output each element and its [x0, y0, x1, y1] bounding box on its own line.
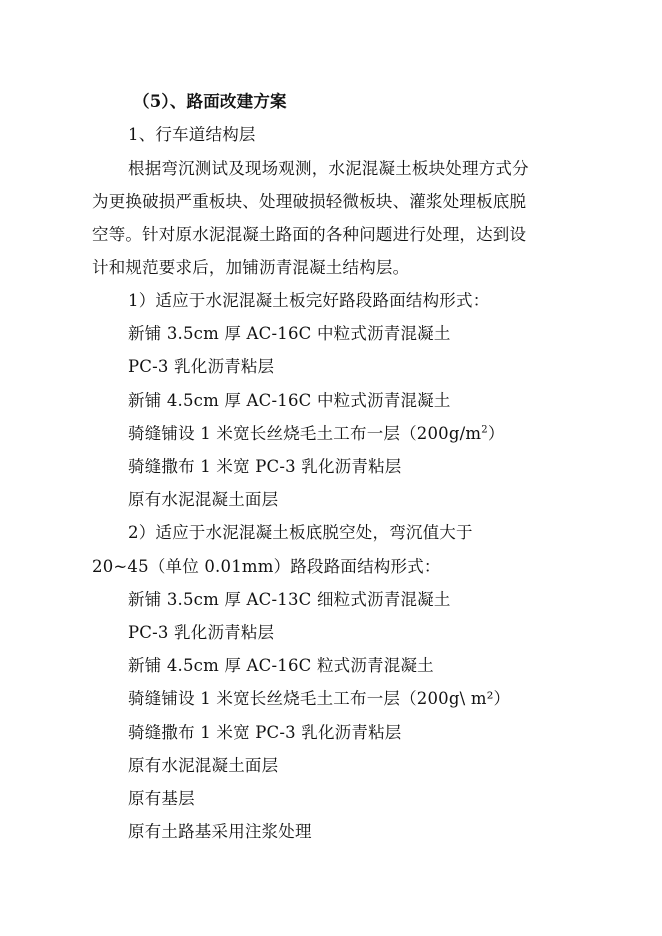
case2-layer: PC-3 乳化沥青粘层 — [128, 623, 275, 642]
case2-layer: 新铺 3.5cm 厚 AC-13C 细粒式沥青混凝土 — [128, 590, 451, 609]
paragraph-line: 根据弯沉测试及现场观测，水泥混凝土板块处理方式分 — [128, 159, 529, 178]
paragraph-line: 计和规范要求后，加铺沥青混凝土结构层。 — [92, 258, 410, 277]
case1-layer: 原有水泥混凝土面层 — [128, 490, 279, 509]
subsection-heading: 1、行车道结构层 — [128, 125, 256, 144]
paragraph-line: 空等。针对原水泥混凝土路面的各种问题进行处理，达到设 — [92, 225, 527, 244]
case1-layer: PC-3 乳化沥青粘层 — [128, 357, 275, 376]
case1-layer: 新铺 4.5cm 厚 AC-16C 中粒式沥青混凝土 — [128, 391, 451, 410]
case1-layer: 新铺 3.5cm 厚 AC-16C 中粒式沥青混凝土 — [128, 324, 451, 343]
case2-layer: 原有基层 — [128, 789, 195, 808]
case2-layer: 新铺 4.5cm 厚 AC-16C 粒式沥青混凝土 — [128, 656, 434, 675]
case2-layer: 骑缝铺设 1 米宽长丝烧毛土工布一层（200g\ m²） — [128, 689, 511, 708]
closing-paren: ） — [487, 424, 505, 443]
case2-layer: 骑缝撒布 1 米宽 PC-3 乳化沥青粘层 — [128, 723, 402, 742]
superscript: 2 — [481, 424, 488, 436]
paragraph-line: 为更换破损严重板块、处理破损轻微板块、灌浆处理板底脱 — [92, 192, 527, 211]
case2-title: 2）适应于水泥混凝土板底脱空处，弯沉值大于 — [128, 523, 473, 542]
section-heading: （5）、路面改建方案 — [133, 92, 287, 111]
case1-layer-text: 骑缝铺设 1 米宽长丝烧毛土工布一层（200g/m — [128, 424, 482, 443]
case2-title-cont: 20~45（单位 0.01mm）路段路面结构形式： — [92, 557, 441, 576]
case2-layer: 原有土路基采用注浆处理 — [128, 822, 312, 841]
case1-layer-geotextile — [128, 422, 505, 446]
case1-title: 1）适应于水泥混凝土板完好路段路面结构形式： — [128, 291, 490, 310]
case2-layer: 原有水泥混凝土面层 — [128, 756, 279, 775]
case1-layer: 骑缝撒布 1 米宽 PC-3 乳化沥青粘层 — [128, 457, 402, 476]
